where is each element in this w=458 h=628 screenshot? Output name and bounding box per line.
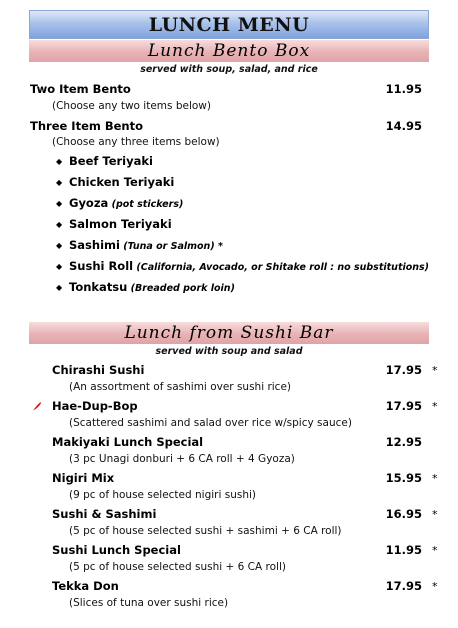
bento-item-name: Sushi Roll <box>69 259 134 273</box>
sushi-item-price: 12.95 <box>385 435 422 449</box>
bento-item-name: Tonkatsu <box>69 280 128 294</box>
sushi-item-price: 17.95 <box>385 399 422 413</box>
sushi-bar-subtitle: served with soup and salad <box>155 346 303 357</box>
diamond-bullet-icon: ◆ <box>56 199 63 208</box>
sushi-item-desc: (3 pc Unagi donburi + 6 CA roll + 4 Gyoza) <box>69 453 295 465</box>
bento-item-name: Salmon Teriyaki <box>69 217 172 231</box>
two-item-bento-name: Two Item Bento <box>30 82 131 96</box>
page-title: LUNCH MENU <box>148 13 310 36</box>
sushi-item-desc: (9 pc of house selected nigiri sushi) <box>69 489 257 501</box>
bento-item <box>56 175 174 189</box>
diamond-bullet-icon: ◆ <box>56 241 63 250</box>
bento-section-header <box>29 40 429 62</box>
sushi-item-name: Chirashi Sushi <box>52 363 145 377</box>
sushi-bar-section-title: Lunch from Sushi Bar <box>124 323 334 343</box>
diamond-bullet-icon: ◆ <box>56 220 63 229</box>
sushi-item-price: 15.95 <box>385 471 422 485</box>
bento-item-note: (Tuna or Salmon) * <box>119 241 223 252</box>
sushi-item-star: * <box>432 364 438 377</box>
sushi-item-desc: (Scattered sashimi and salad over rice w/spicy sauce) <box>69 417 352 429</box>
sushi-item-desc: (An assortment of sashimi over sushi rice) <box>69 381 292 393</box>
sushi-item-desc: (5 pc of house selected sushi + 6 CA roll) <box>69 561 286 573</box>
diamond-bullet-icon: ◆ <box>56 262 63 271</box>
sushi-item-name: Sushi Lunch Special <box>52 543 181 557</box>
two-item-bento-note: (Choose any two items below) <box>52 100 211 112</box>
bento-item-note: (California, Avocado, or Shitake roll : no substitutions) <box>133 262 430 273</box>
bento-item-name: Beef Teriyaki <box>69 154 153 168</box>
bento-item-note: (pot stickers) <box>108 199 184 210</box>
sushi-item-price: 16.95 <box>385 507 422 521</box>
sushi-item-price: 11.95 <box>385 543 422 557</box>
sushi-item-star: * <box>432 472 438 485</box>
bento-item <box>56 259 429 273</box>
sushi-item-desc: (Slices of tuna over sushi rice) <box>69 597 229 609</box>
menu-title-bar <box>29 10 429 39</box>
bento-item <box>56 217 172 231</box>
bento-item-name: Gyoza <box>69 196 109 210</box>
three-item-bento-price: 14.95 <box>385 119 422 133</box>
sushi-item-name: Sushi & Sashimi <box>52 507 157 521</box>
bento-item-name: Sashimi <box>69 238 120 252</box>
diamond-bullet-icon: ◆ <box>56 157 63 166</box>
three-item-bento-name: Three Item Bento <box>30 119 144 133</box>
sushi-item-star: * <box>432 580 438 593</box>
bento-item-note: (Breaded pork loin) <box>127 283 235 294</box>
sushi-item-name: Makiyaki Lunch Special <box>52 435 204 449</box>
sushi-item-name: Hae-Dup-Bop <box>52 399 138 413</box>
bento-item-name: Chicken Teriyaki <box>69 175 175 189</box>
bento-section-title: Lunch Bento Box <box>147 41 311 61</box>
sushi-item-desc: (5 pc of house selected sushi + sashimi + 6 CA roll) <box>69 525 342 537</box>
three-item-bento-note: (Choose any three items below) <box>52 136 220 148</box>
diamond-bullet-icon: ◆ <box>56 178 63 187</box>
bento-item <box>56 154 153 168</box>
chili-pepper-icon <box>32 401 42 411</box>
bento-subtitle: served with soup, salad, and rice <box>140 64 318 75</box>
two-item-bento-price: 11.95 <box>385 82 422 96</box>
sushi-item-name: Tekka Don <box>52 579 119 593</box>
sushi-item-star: * <box>432 544 438 557</box>
bento-item <box>56 280 235 294</box>
sushi-item-price: 17.95 <box>385 579 422 593</box>
sushi-item-name: Nigiri Mix <box>52 471 115 485</box>
diamond-bullet-icon: ◆ <box>56 283 63 292</box>
bento-item <box>56 238 223 252</box>
bento-item <box>56 196 183 210</box>
sushi-item-price: 17.95 <box>385 363 422 377</box>
sushi-item-star: * <box>432 400 438 413</box>
sushi-item-star: * <box>432 508 438 521</box>
sushi-bar-section-header <box>29 322 429 344</box>
